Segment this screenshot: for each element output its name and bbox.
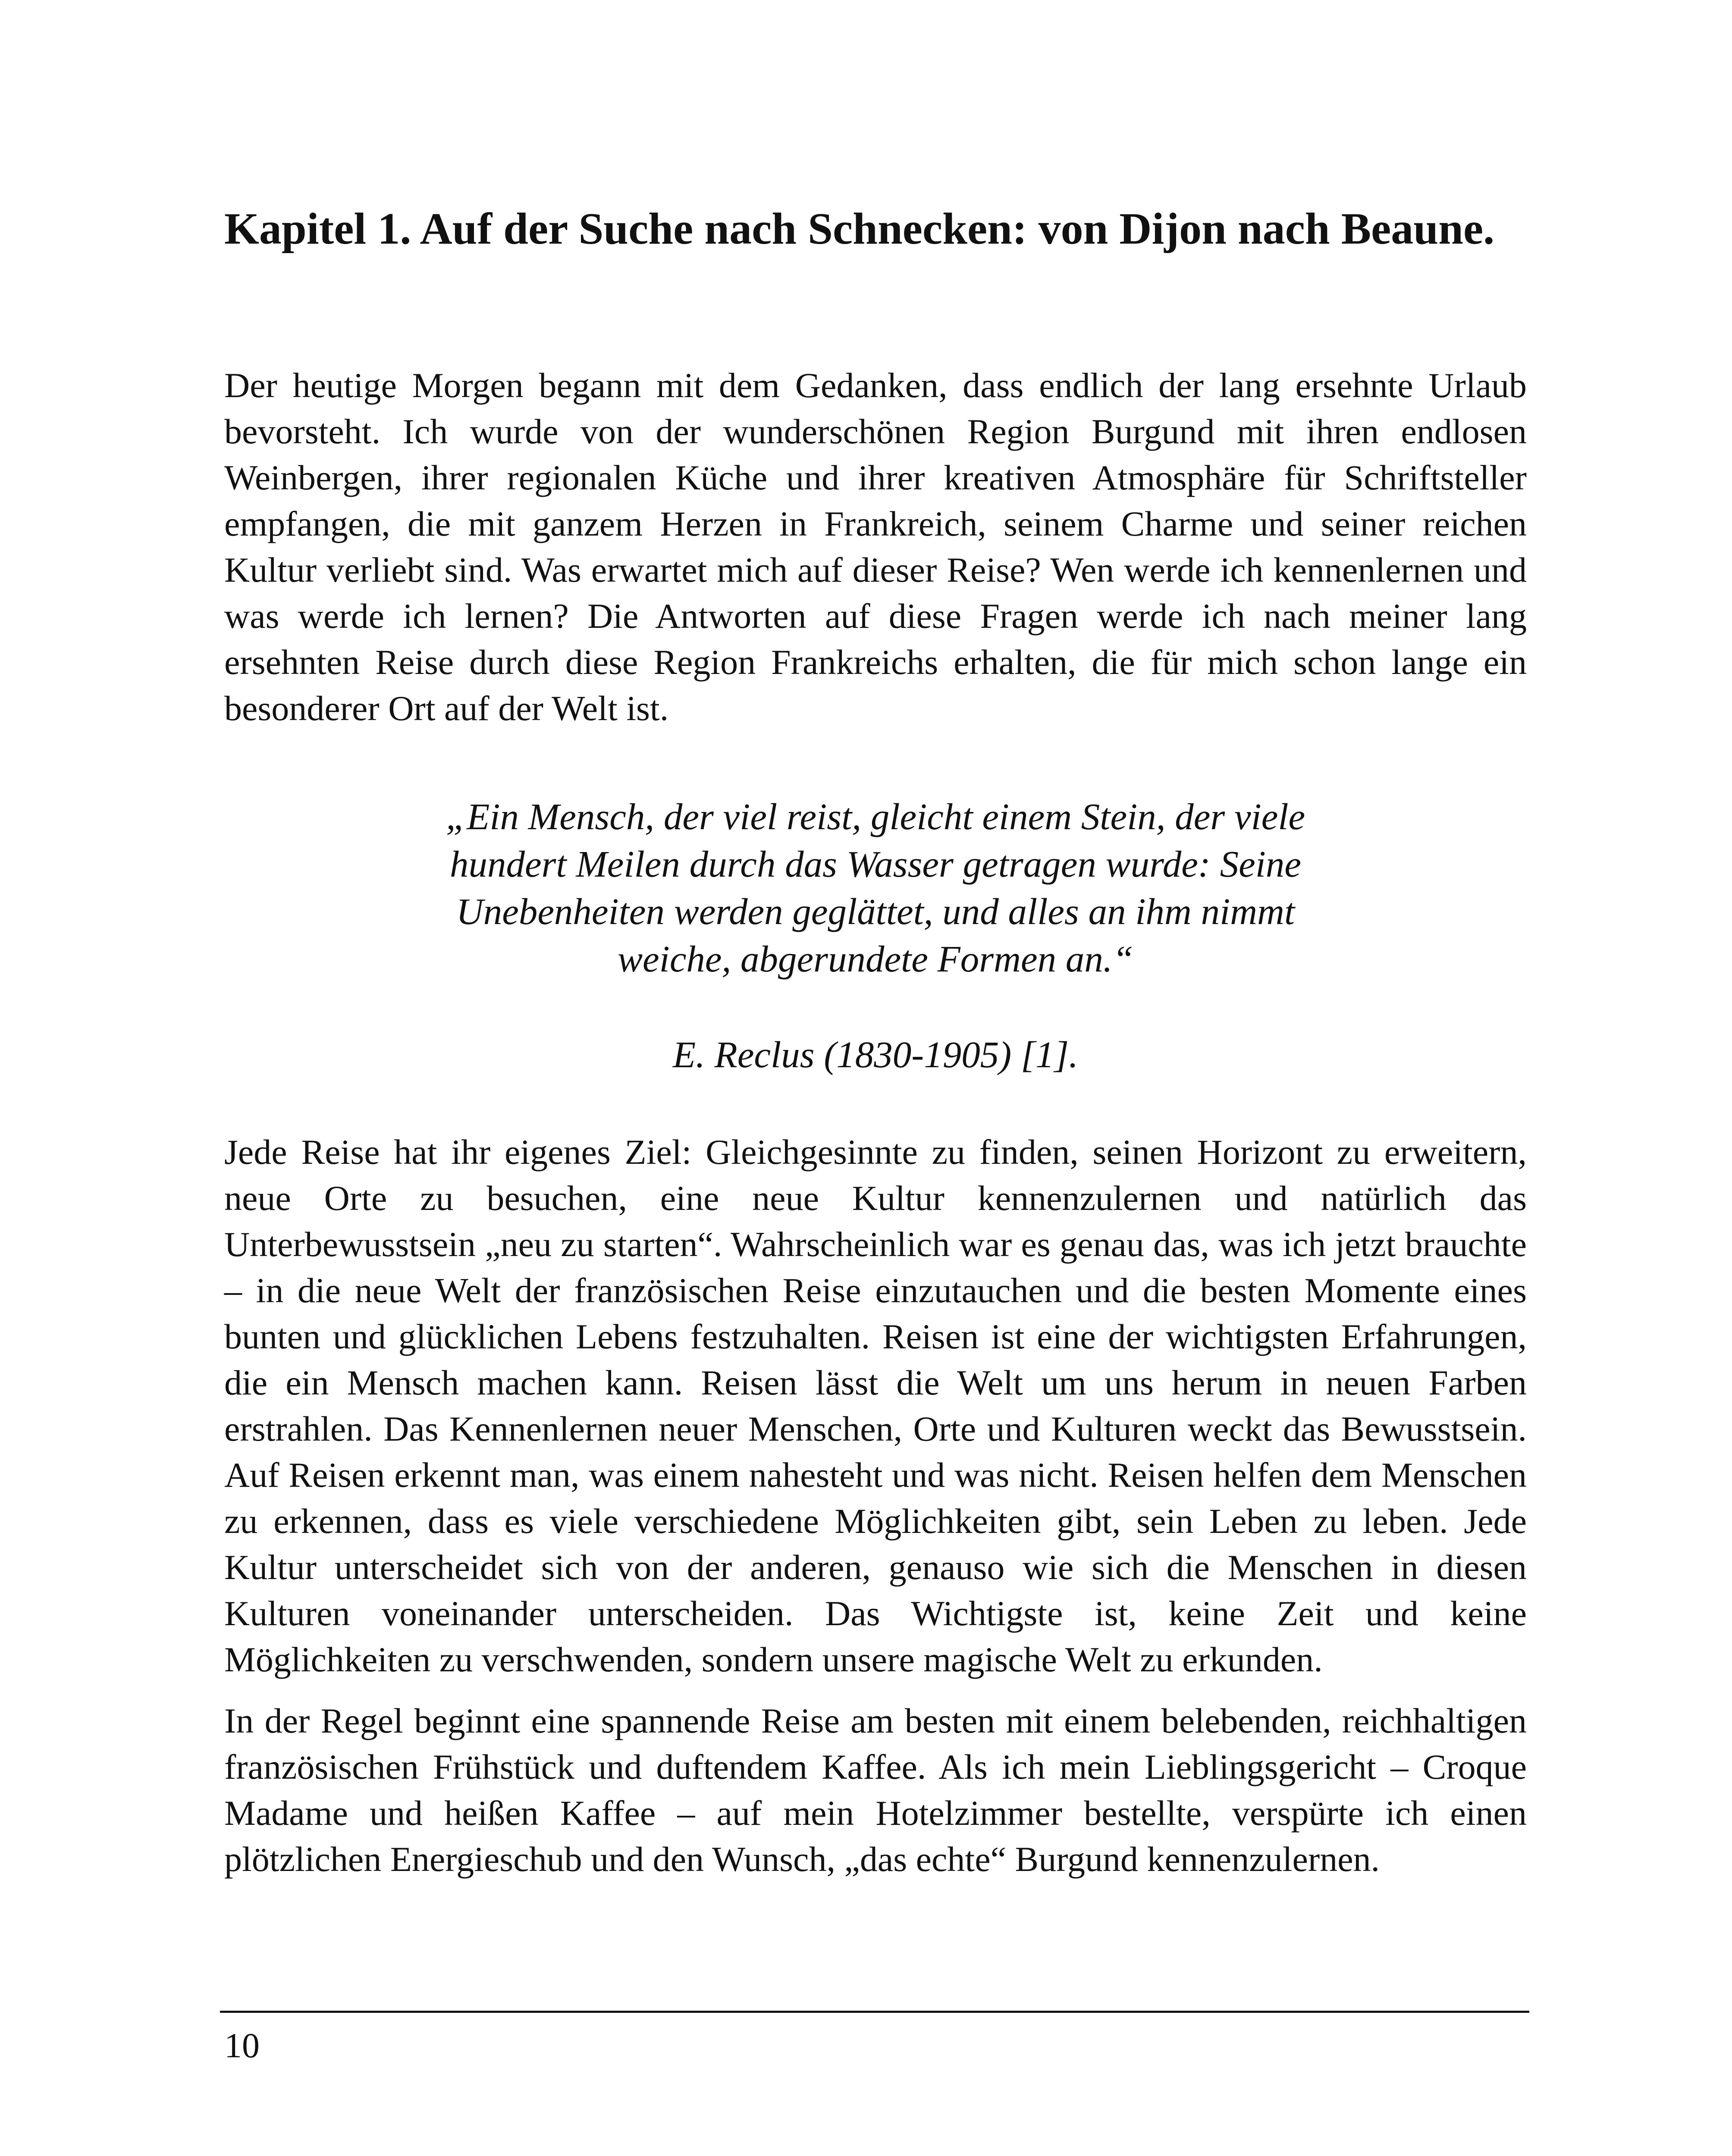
page-number: 10 bbox=[224, 2026, 260, 2065]
quote-line: hundert Meilen durch das Wasser getragen wurde: Seine bbox=[449, 843, 1302, 885]
paragraph-breakfast: In der Regel beginnt eine spannende Reise am besten mit einem belebenden, reichhaltigen französischen Frühstück und duftendem Kaffee. Als ich mein Lieblingsgericht – Croque Madame und heißen Kaffee – auf mein Hotelzimmer bestellte, verspürte ich einen plötzlichen Energieschub und den Wunsch, „das echte“ Burgund kennenzulernen. bbox=[224, 1701, 1527, 1879]
quote-line: Unebenheiten werden geglättet, und alles an ihm nimmt bbox=[456, 890, 1295, 932]
epigraph-quote bbox=[224, 793, 1527, 983]
quote-attribution: E. Reclus (1830-1905) [1]. bbox=[673, 1034, 1078, 1075]
chapter-title: Kapitel 1. Auf der Suche nach Schnecken: von Dijon nach Beaune. bbox=[224, 204, 1495, 254]
paragraph-travel-purpose: Jede Reise hat ihr eigenes Ziel: Gleichgesinnte zu finden, seinen Horizont zu erweitern, neue Orte zu besuchen, eine neue Kultur kennenzulernen und natürlich das Unterbewusstsein „neu zu starten“. Wahrscheinlich war es genau das, was ich jetzt brauchte – in die neue Welt der französischen Reise einzutauchen und die besten Momente eines bunten und glücklichen Lebens festzuhalten. Reisen ist eine der wichtigsten Erfahrungen, die ein Mensch machen kann. Reisen lässt die Welt um uns herum in neuen Farben erstrahlen. Das Kennenlernen neuer Menschen, Orte und Kulturen weckt das Bewusstsein. Auf Reisen erkennt man, was einem nahesteht und was nicht. Reisen helfen dem Menschen zu erkennen, dass es viele verschiedene Möglichkeiten gibt, sein Leben zu leben. Jede Kultur unterscheidet sich von der anderen, genauso wie sich die Menschen in diesen Kulturen voneinander unterscheiden. Das Wichtigste ist, keine Zeit und keine Möglichkeiten zu verschwenden, sondern unsere magische Welt zu erkunden. bbox=[224, 1132, 1527, 1679]
footer-divider bbox=[220, 2011, 1529, 2013]
paragraph-intro: Der heutige Morgen begann mit dem Gedanken, dass endlich der lang ersehnte Urlaub bevorsteht. Ich wurde von der wunderschönen Region Burgund mit ihren endlosen Weinbergen, ihrer regionalen Küche und ihrer kreativen Atmosphäre für Schriftsteller empfangen, die mit ganzem Herzen in Frankreich, seinem Charme und seiner reichen Kultur verliebt sind. Was erwartet mich auf dieser Reise? Wen werde ich kennenlernen und was werde ich lernen? Die Antworten auf diese Fragen werde ich nach meiner lang ersehnten Reise durch diese Region Frankreichs erhalten, die für mich schon lange ein besonderer Ort auf der Welt ist. bbox=[224, 366, 1527, 728]
quote-line: „Ein Mensch, der viel reist, gleicht einem Stein, der viele bbox=[446, 796, 1305, 837]
quote-line: weiche, abgerundete Formen an.“ bbox=[618, 938, 1133, 980]
page-content bbox=[224, 203, 1527, 1882]
